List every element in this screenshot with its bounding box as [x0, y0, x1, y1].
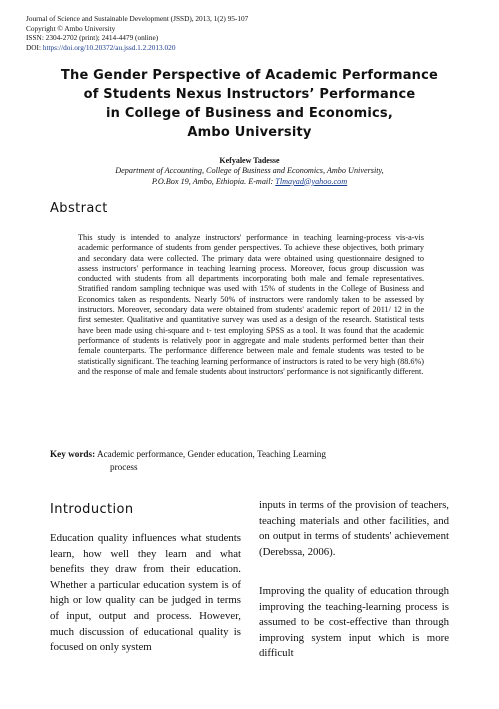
affiliation-address: P.O.Box 19, Ambo, Ethiopia. E-mail:: [151, 176, 276, 186]
title-line-2: of Students Nexus Instructors’ Performance: [83, 87, 416, 102]
abstract-heading: Abstract: [50, 201, 108, 216]
issn-line: ISSN: 2304-2702 (print); 2414-4479 (online): [26, 33, 159, 43]
author-affiliation: [40, 166, 459, 187]
keywords-label: Key words:: [50, 449, 96, 459]
introduction-left-paragraph: Education quality influences what students learn, how well they learn and what benefits they draw from their education. Whether a particular education system is of high or low quality can be judged in terms of input, output and process. However, much discussion of educational quality is focused on only system: [50, 532, 241, 654]
keywords-text: Academic performance, Gender education, Teaching Learning: [95, 449, 326, 459]
abstract-text: This study is intended to analyze instructors' performance in teaching learning-process vis-a-vis academic performance of students from gender perspectives. To achieve these objectives, both primary and secondary data were collected. The primary data were obtained using questionnaire designed to assess instructors' performance in teaching learning process. Moreover, focus group discussion was conducted with students from all departments incorporating both male and female representatives. Stratified random sampling technique was used with 15% of students in the College of Business and Economics taken as respondents. Nearly 50% of instructors were randomly taken to be assessed by instructors. Moreover, secondary data were obtained from students' academic report of 2011/ 12 in the first semester. Qualitative and quantitative survey was used as a design of the research. Statistical tests have been made using chi-square and t- test employing SPSS as a tool. It was found that the academic performance of students is relatively poor in aggregate and male students performed better than their female counterparts. The performance difference between male and female students was tested to be statistically significant. The teaching learning performance of instructors is rated to be very high (88.6%) and the response of male and female students about instructors' performance is not significantly different.: [78, 233, 424, 376]
title-line-4: Ambo University: [187, 125, 312, 140]
journal-header: [26, 14, 248, 52]
keywords-continuation: process: [110, 461, 138, 472]
doi-link[interactable]: https://doi.org/10.20372/au.jssd.1.2.2013.020: [42, 42, 176, 52]
journal-citation: Journal of Science and Sustainable Development (JSSD), 2013, 1(2) 95-107: [26, 14, 249, 23]
doi-label: DOI:: [26, 42, 43, 52]
introduction-right-paragraph-2: Improving the quality of education through improving the teaching-learning process is assumed to be cost-effective than through improving system input which is more difficult: [259, 585, 449, 660]
affiliation-line-1: Department of Accounting, College of Business and Economics, Ambo University,: [115, 166, 384, 175]
author-email-link[interactable]: Tlmayad@yahoo.com: [275, 176, 348, 186]
copyright-line: Copyright © Ambo University: [26, 23, 116, 33]
introduction-right-paragraph-1: inputs in terms of the provision of teachers, teaching materials and other facilities, and on output in terms of students' achievement (Derebssa, 2006).: [259, 499, 449, 558]
paper-title: [40, 66, 459, 142]
author-name: Kefyalew Tadesse: [219, 156, 280, 165]
keywords: [50, 448, 390, 473]
introduction-heading: Introduction: [50, 502, 134, 517]
affiliation-line-2: [40, 177, 459, 188]
title-line-3: in College of Business and Economics,: [106, 106, 393, 121]
doi-line: [26, 43, 248, 53]
title-line-1: The Gender Perspective of Academic Performance: [60, 68, 439, 83]
